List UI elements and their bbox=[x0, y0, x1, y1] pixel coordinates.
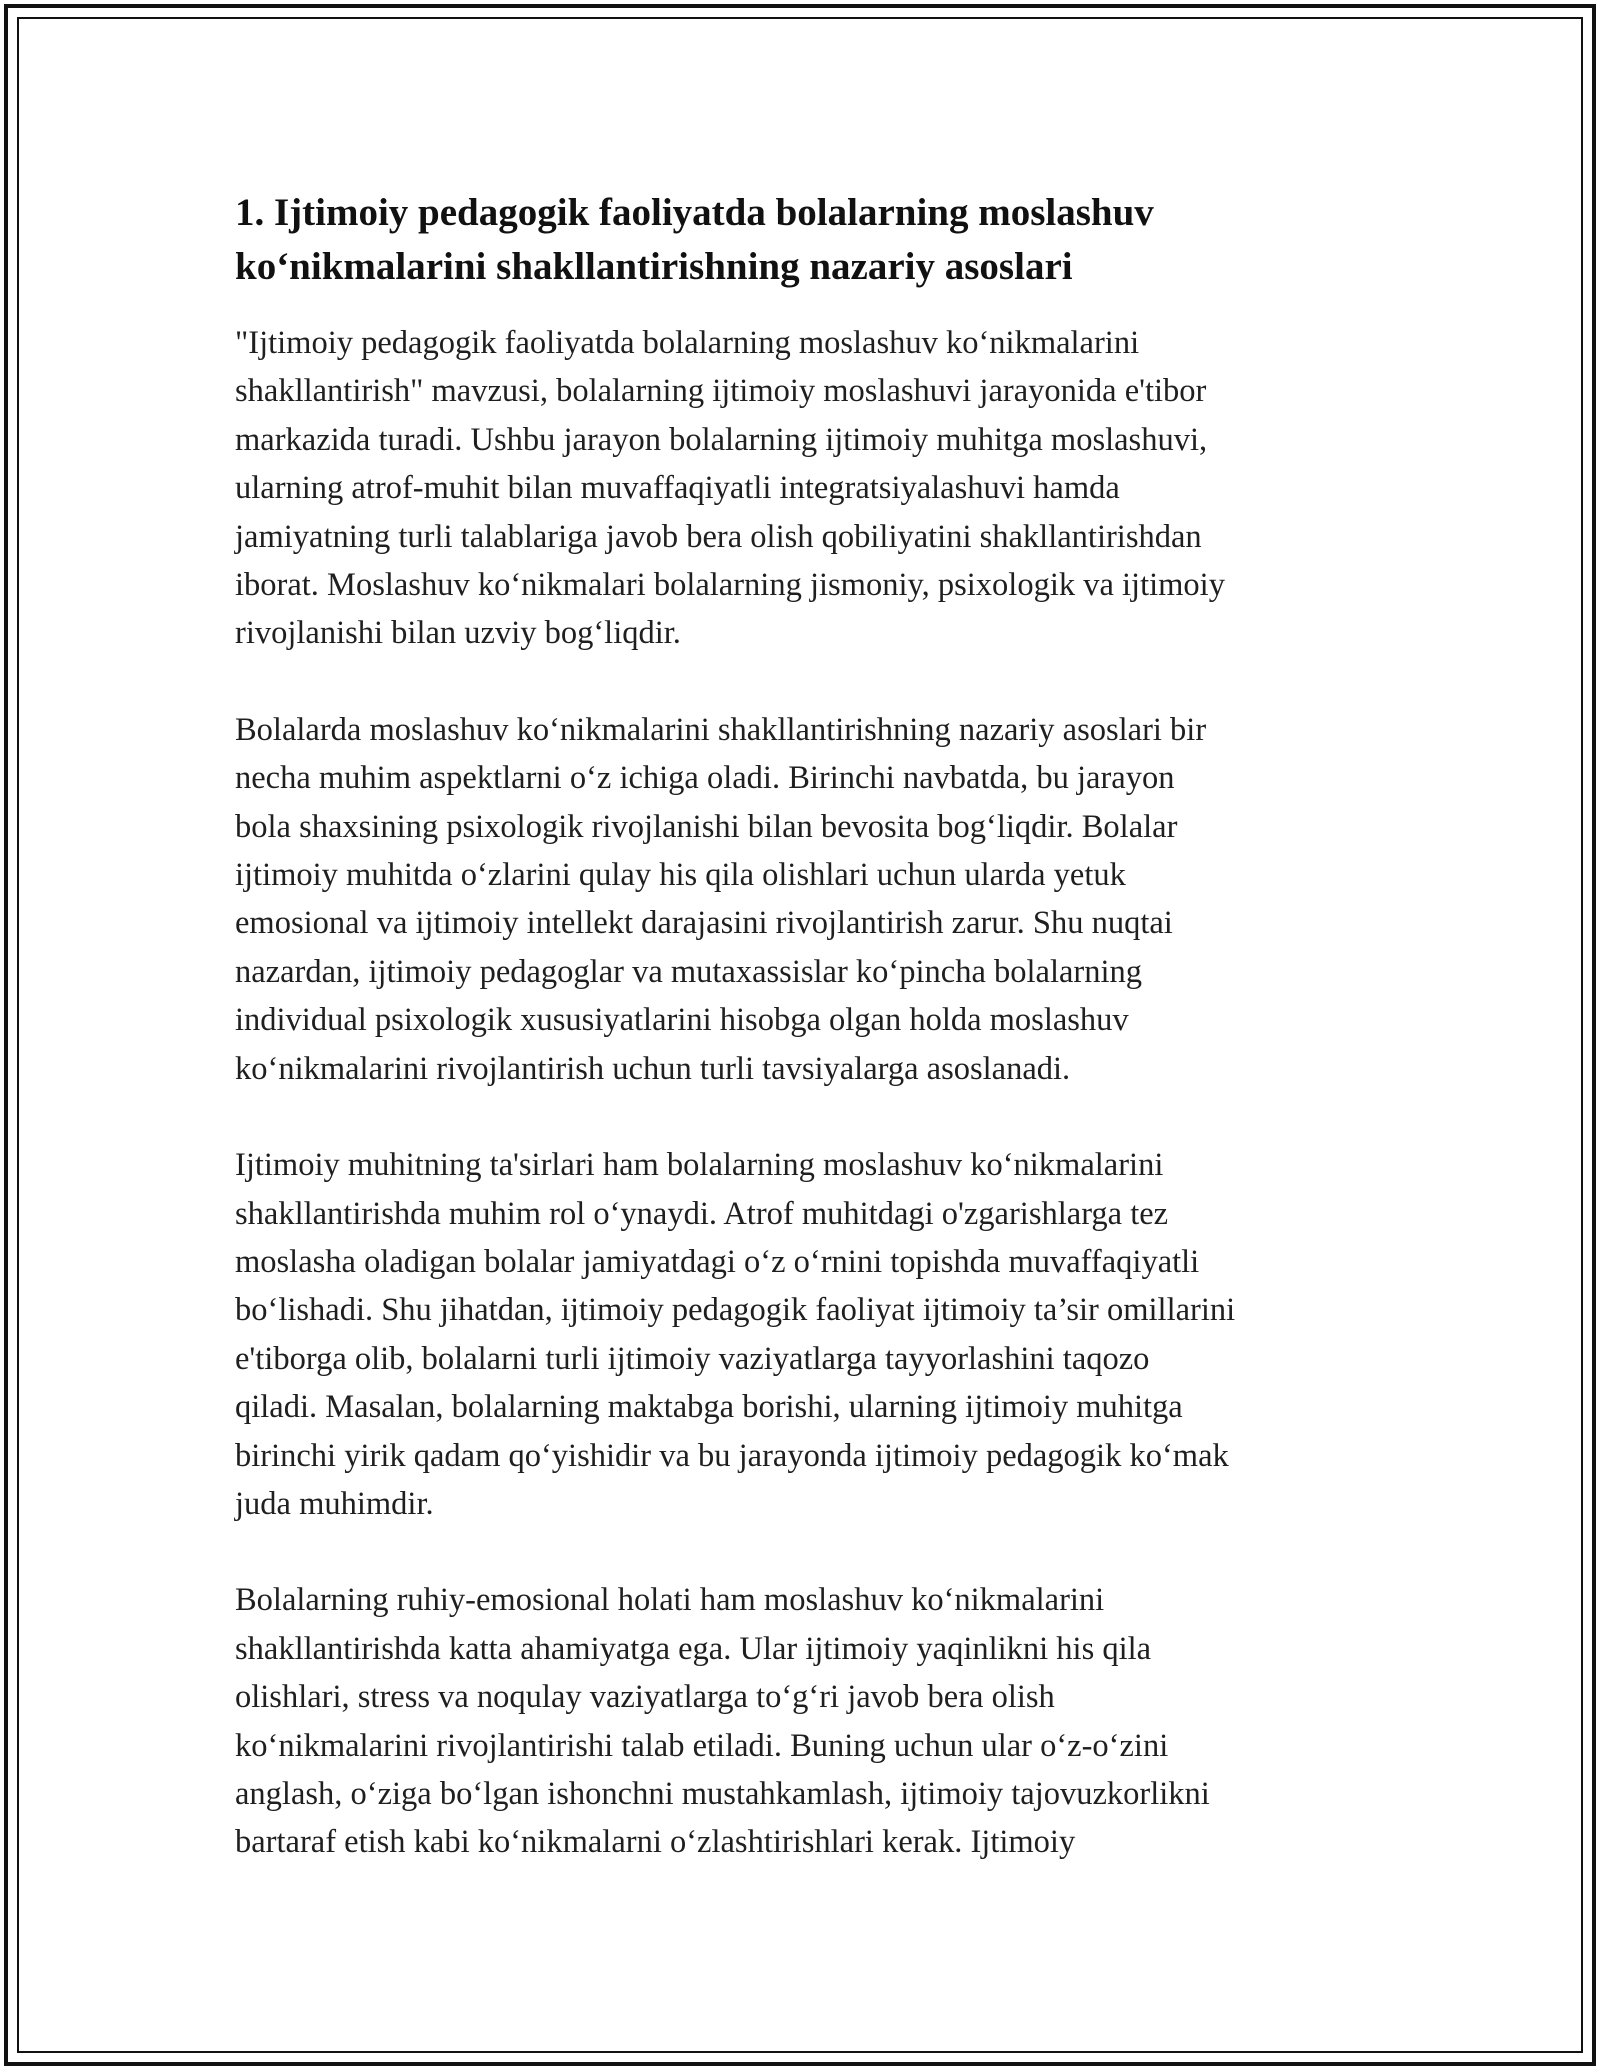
text-line: juda muhimdir. bbox=[235, 1485, 434, 1522]
heading-line: 1. Ijtimoiy pedagogik faoliyatda bolalarning moslashuv bbox=[235, 191, 1154, 234]
text-line: bola shaxsining psixologik rivojlanishi bilan bevosita bog‘liqdir. Bolalar bbox=[235, 808, 1178, 845]
text-line: ko‘nikmalarini rivojlantirishi talab etiladi. Buning uchun ular o‘z-o‘zini bbox=[235, 1727, 1169, 1764]
heading-line: ko‘nikmalarini shakllantirishning nazariy asoslari bbox=[235, 245, 1073, 288]
text-line: rivojlanishi bilan uzviy bog‘liqdir. bbox=[235, 615, 681, 652]
text-line: e'tiborga olib, bolalarni turli ijtimoiy vaziyatlarga tayyorlashini taqozo bbox=[235, 1340, 1150, 1377]
text-line: anglash, o‘ziga bo‘lgan ishonchni mustahkamlash, ijtimoiy tajovuzkorlikni bbox=[235, 1775, 1210, 1812]
paragraph bbox=[235, 1141, 1375, 1528]
text-line: shakllantirish" mavzusi, bolalarning ijtimoiy moslashuvi jarayonida e'tibor bbox=[235, 373, 1207, 410]
text-line: birinchi yirik qadam qo‘yishidir va bu jarayonda ijtimoiy pedagogik ko‘mak bbox=[235, 1437, 1229, 1474]
text-line: bartaraf etish kabi ko‘nikmalarni o‘zlashtirishlari kerak. Ijtimoiy bbox=[235, 1824, 1076, 1861]
text-line: ko‘nikmalarini rivojlantirish uchun turli tavsiyalarga asoslanadi. bbox=[235, 1050, 1071, 1087]
text-line: Bolalarda moslashuv ko‘nikmalarini shakllantirishning nazariy asoslari bir bbox=[235, 711, 1207, 748]
text-line: ularning atrof-muhit bilan muvaffaqiyatli integratsiyalashuvi hamda bbox=[235, 470, 1120, 507]
paragraph bbox=[235, 1576, 1375, 1866]
text-line: Ijtimoiy muhitning ta'sirlari ham bolalarning moslashuv ko‘nikmalarini bbox=[235, 1147, 1164, 1184]
text-line: bo‘lishadi. Shu jihatdan, ijtimoiy pedagogik faoliyat ijtimoiy ta’sir omillarini bbox=[235, 1292, 1236, 1329]
text-line: moslasha oladigan bolalar jamiyatdagi o‘z o‘rnini topishda muvaffaqiyatli bbox=[235, 1243, 1200, 1280]
text-line: "Ijtimoiy pedagogik faoliyatda bolalarning moslashuv ko‘nikmalarini bbox=[235, 325, 1140, 361]
text-line: emosional va ijtimoiy intellekt darajasini rivojlantirish zarur. Shu nuqtai bbox=[235, 905, 1173, 942]
paragraph bbox=[235, 319, 1375, 658]
document-body bbox=[235, 186, 1375, 1915]
text-line: markazida turadi. Ushbu jarayon bolalarning ijtimoiy muhitga moslashuvi, bbox=[235, 421, 1208, 458]
text-line: iborat. Moslashuv ko‘nikmalari bolalarning jismoniy, psixologik va ijtimoiy bbox=[235, 567, 1225, 604]
text-line: qiladi. Masalan, bolalarning maktabga borishi, ularning ijtimoiy muhitga bbox=[235, 1389, 1183, 1426]
text-line: necha muhim aspektlarni o‘z ichiga oladi. Birinchi navbatda, bu jarayon bbox=[235, 760, 1175, 797]
text-line: nazardan, ijtimoiy pedagoglar va mutaxassislar ko‘pincha bolalarning bbox=[235, 953, 1143, 990]
text-line: Bolalarning ruhiy-emosional holati ham moslashuv ko‘nikmalarini bbox=[235, 1582, 1105, 1619]
text-line: shakllantirishda katta ahamiyatga ega. Ular ijtimoiy yaqinlikni his qila bbox=[235, 1630, 1152, 1667]
text-line: shakllantirishda muhim rol o‘ynaydi. Atrof muhitdagi o'zgarishlarga tez bbox=[235, 1195, 1169, 1232]
text-line: jamiyatning turli talablariga javob bera olish qobiliyatini shakllantirishdan bbox=[235, 518, 1202, 555]
section-heading bbox=[235, 186, 1375, 294]
text-line: individual psixologik xususiyatlarini hisobga olgan holda moslashuv bbox=[235, 1002, 1129, 1039]
text-line: olishlari, stress va noqulay vaziyatlarga to‘g‘ri javob bera olish bbox=[235, 1679, 1055, 1716]
paragraph bbox=[235, 706, 1375, 1093]
text-line: ijtimoiy muhitda o‘zlarini qulay his qila olishlari uchun ularda yetuk bbox=[235, 857, 1126, 894]
